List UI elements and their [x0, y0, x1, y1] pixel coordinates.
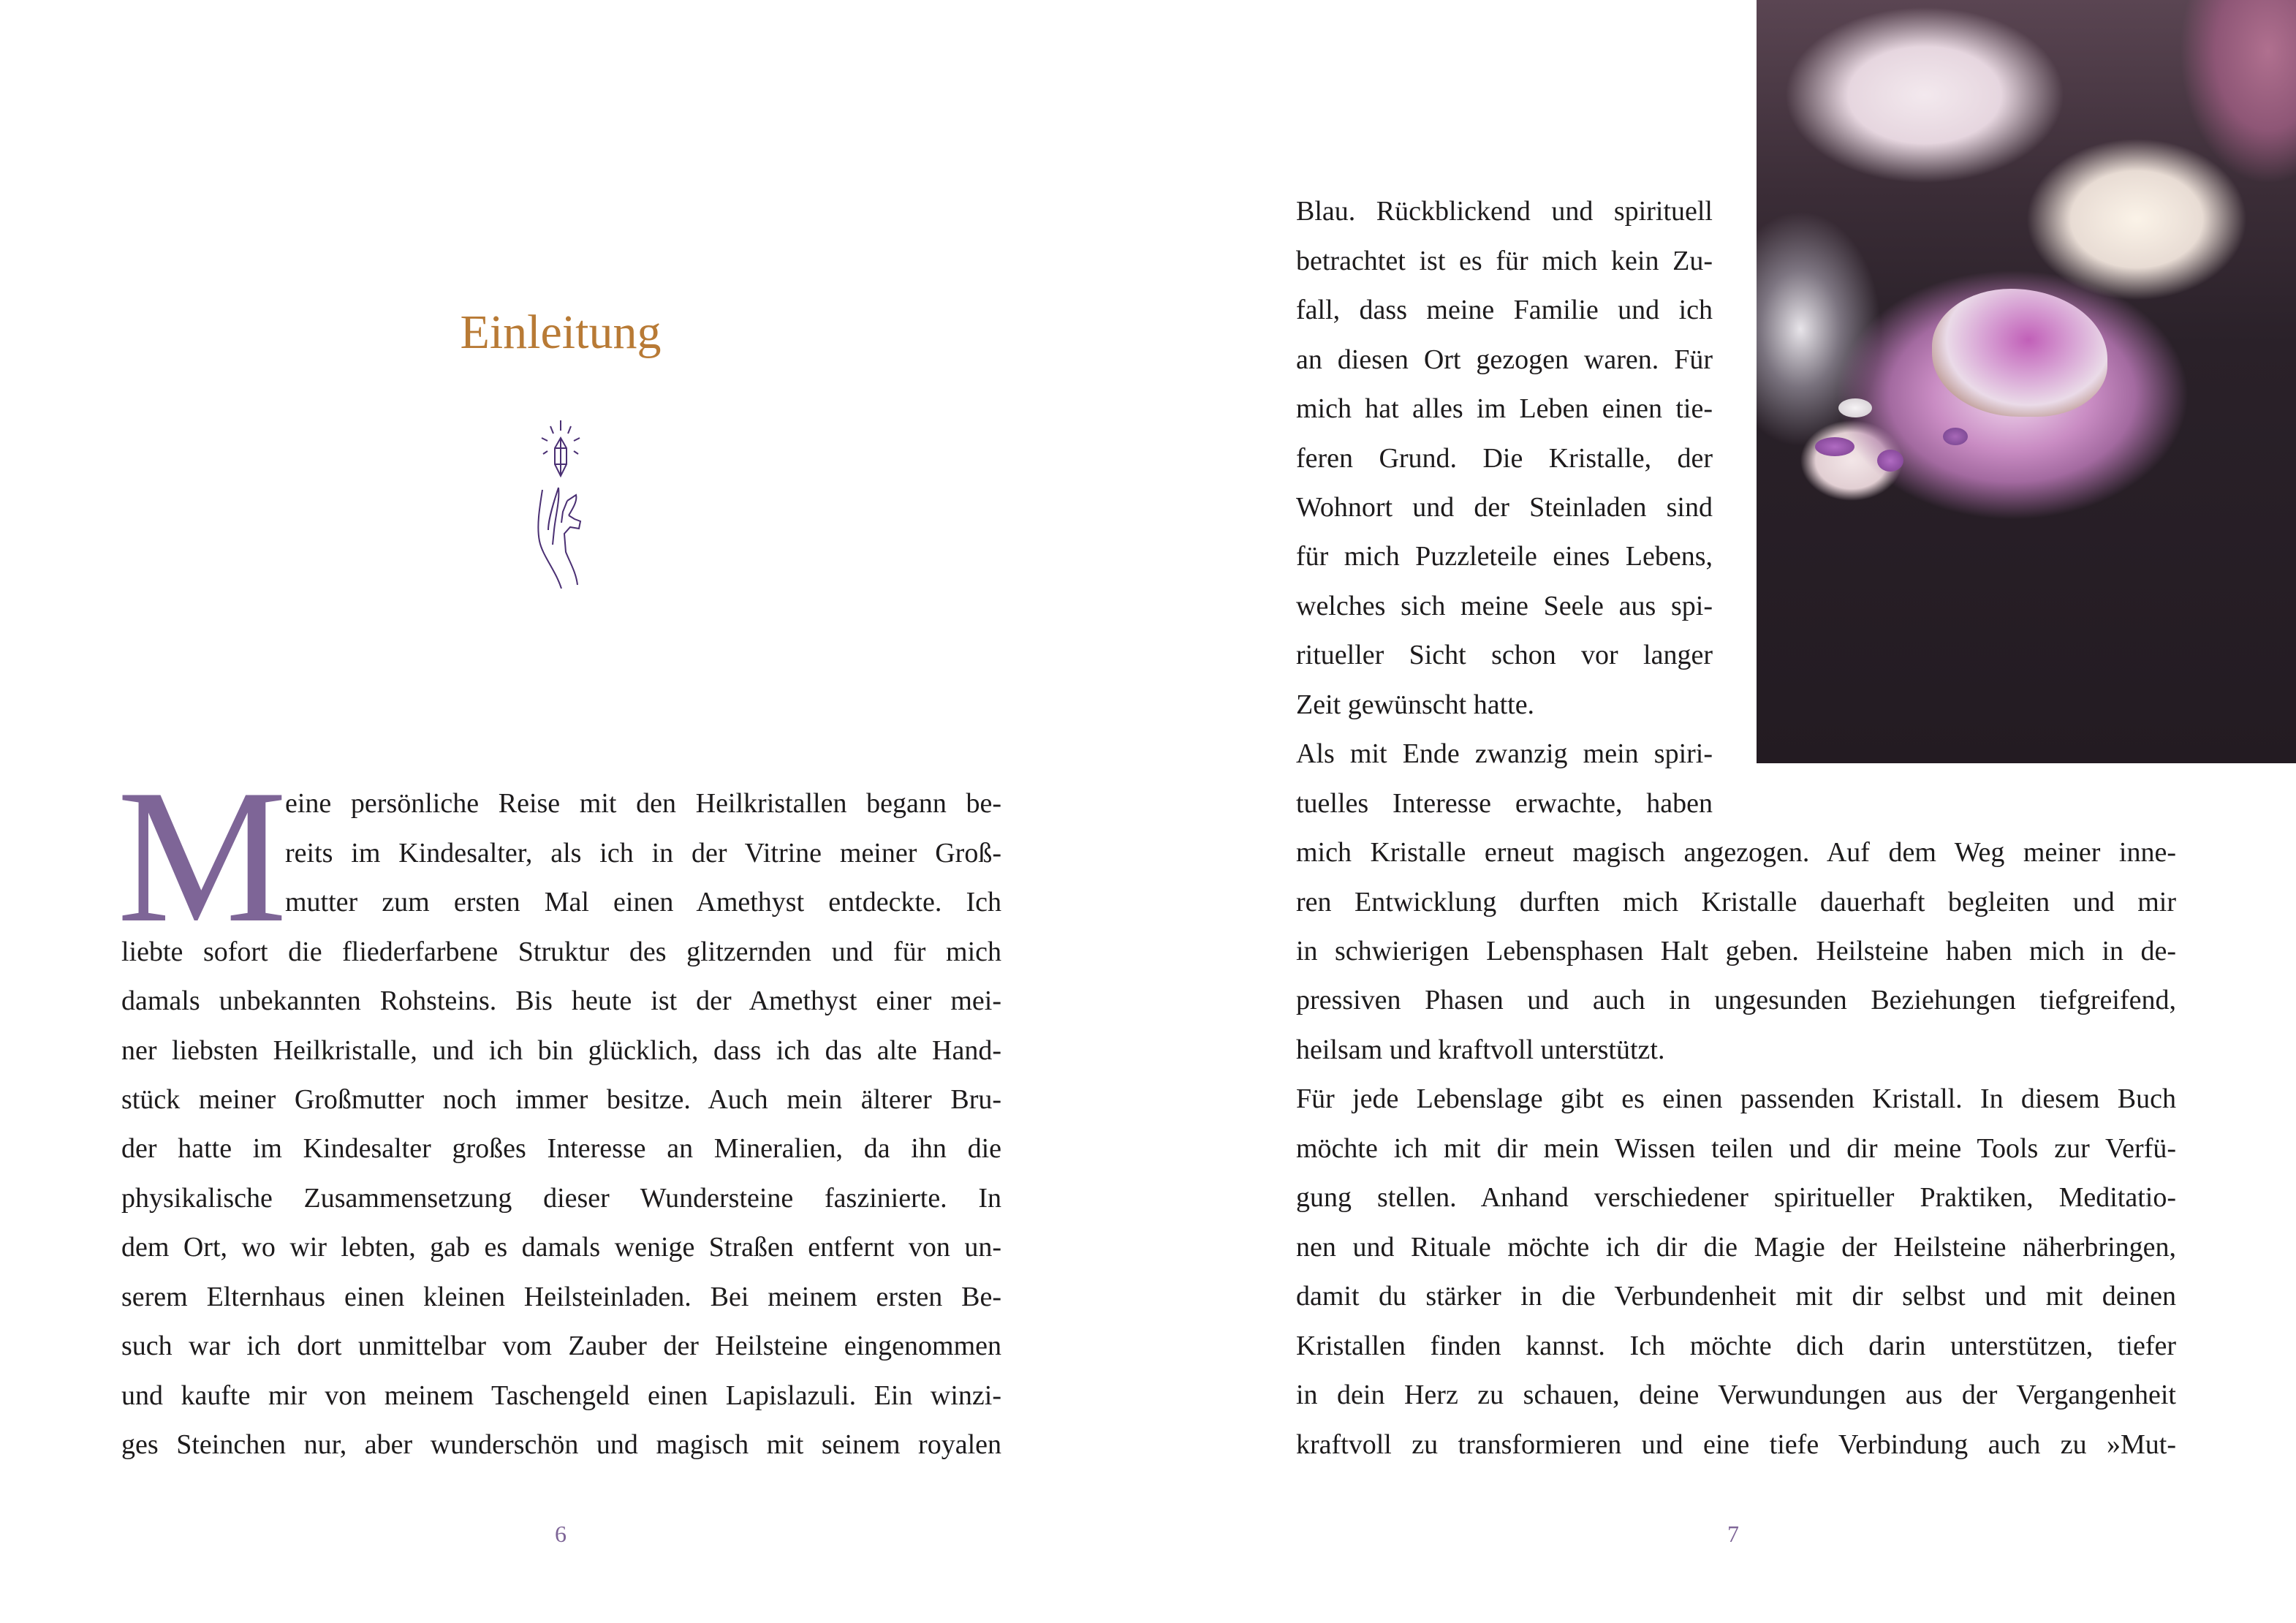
- page-number: 6: [555, 1521, 567, 1547]
- text-line: such war ich dort unmittelbar vom Zauber der Heilsteine eingenommen: [121, 1331, 1001, 1362]
- text-line: Blau. Rückblickend und spirituell: [1296, 196, 1713, 227]
- hand-icon: [526, 486, 596, 592]
- text-line: betrachtet ist es für mich kein Zu-: [1296, 245, 1713, 276]
- clear-pebble: [1838, 398, 1872, 417]
- text-line: pressiven Phasen und auch in ungesunden Beziehungen tiefgreifend,: [1296, 985, 2176, 1016]
- drop-cap: M: [117, 750, 287, 962]
- text-line: Für jede Lebenslage gibt es einen passenden Kristall. In diesem Buch: [1296, 1083, 2176, 1115]
- text-line: nen und Rituale möchte ich dir die Magie der Heilsteine näherbringen,: [1296, 1231, 2176, 1263]
- text-line: damit du stärker in die Verbundenheit mit dir selbst und mit deinen: [1296, 1281, 2176, 1312]
- text-line: an diesen Ort gezogen waren. Für: [1296, 344, 1713, 375]
- text-line: eine persönliche Reise mit den Heilkristallen begann be-: [285, 788, 1001, 820]
- amethyst-photo: [1757, 0, 2296, 763]
- text-line: ritueller Sicht schon vor langer: [1296, 640, 1713, 671]
- text-line: tuelles Interesse erwachte, haben: [1296, 787, 1713, 819]
- text-line: und kaufte mir von meinem Taschengeld einen Lapislazuli. Ein winzi-: [121, 1380, 1001, 1411]
- text-line: dem Ort, wo wir lebten, gab es damals wenige Straßen entfernt von un-: [121, 1232, 1001, 1263]
- text-line: physikalische Zusammensetzung dieser Wundersteine faszinierte. In: [121, 1182, 1001, 1214]
- crystal-icon: [531, 419, 590, 481]
- purple-pebble: [1877, 450, 1903, 472]
- text-line: ges Steinchen nur, aber wunderschön und magisch mit seinem royalen: [121, 1429, 1001, 1461]
- purple-pebble: [1815, 437, 1854, 456]
- text-line: heilsam und kraftvoll unterstützt.: [1296, 1034, 1665, 1065]
- purple-pebble: [1943, 428, 1968, 445]
- text-line: feren Grund. Die Kristalle, der: [1296, 442, 1713, 474]
- text-line: welches sich meine Seele aus spi-: [1296, 590, 1713, 621]
- text-line: in dein Herz zu schauen, deine Verwundungen aus der Vergangenheit: [1296, 1380, 2176, 1411]
- text-line: Als mit Ende zwanzig mein spiri-: [1296, 738, 1713, 770]
- text-line: Zeit gewünscht hatte.: [1296, 689, 1535, 720]
- text-line: für mich Puzzleteile eines Lebens,: [1296, 541, 1713, 572]
- page-number: 7: [1727, 1521, 1739, 1547]
- text-line: möchte ich mit dir mein Wissen teilen und dir meine Tools zur Verfü-: [1296, 1132, 2176, 1164]
- text-line: mich Kristalle erneut magisch angezogen. Auf dem Weg meiner inne-: [1296, 837, 2176, 869]
- text-line: in schwierigen Lebensphasen Halt geben. Heilsteine haben mich in de-: [1296, 936, 2176, 966]
- text-line: mutter zum ersten Mal einen Amethyst entdeckte. Ich: [285, 887, 1001, 918]
- text-line: gung stellen. Anhand verschiedener spiritueller Praktiken, Meditatio-: [1296, 1182, 2176, 1214]
- text-line: serem Elternhaus einen kleinen Heilsteinladen. Bei meinem ersten Be-: [121, 1281, 1001, 1312]
- text-line: ren Entwicklung durften mich Kristalle dauerhaft begleiten und mir: [1296, 886, 2176, 918]
- text-line: fall, dass meine Familie und ich: [1296, 295, 1713, 326]
- text-line: Kristallen finden kannst. Ich möchte dich darin unterstützen, tiefer: [1296, 1330, 2176, 1361]
- text-line: kraftvoll zu transformieren und eine tiefe Verbindung auch zu »Mut-: [1296, 1429, 2176, 1460]
- text-line: ner liebsten Heilkristalle, und ich bin glücklich, dass ich das alte Hand-: [121, 1034, 1001, 1066]
- text-line: Wohnort und der Steinladen sind: [1296, 491, 1713, 523]
- text-line: stück meiner Großmutter noch immer besitze. Auch mein älterer Bru-: [121, 1083, 1001, 1115]
- text-line: der hatte im Kindesalter großes Interesse an Mineralien, da ihn die: [121, 1133, 1001, 1165]
- text-line: reits im Kindesalter, als ich in der Vitrine meiner Groß-: [285, 837, 1001, 869]
- text-line: damals unbekannten Rohsteins. Bis heute ist der Amethyst einer mei-: [121, 985, 1001, 1017]
- text-line: liebte sofort die fliederfarbene Struktur des glitzernden und für mich: [121, 936, 1001, 967]
- text-line: mich hat alles im Leben einen tie-: [1296, 393, 1713, 425]
- amethyst-cluster: [1932, 289, 2107, 417]
- chapter-title: Einleitung: [460, 306, 662, 359]
